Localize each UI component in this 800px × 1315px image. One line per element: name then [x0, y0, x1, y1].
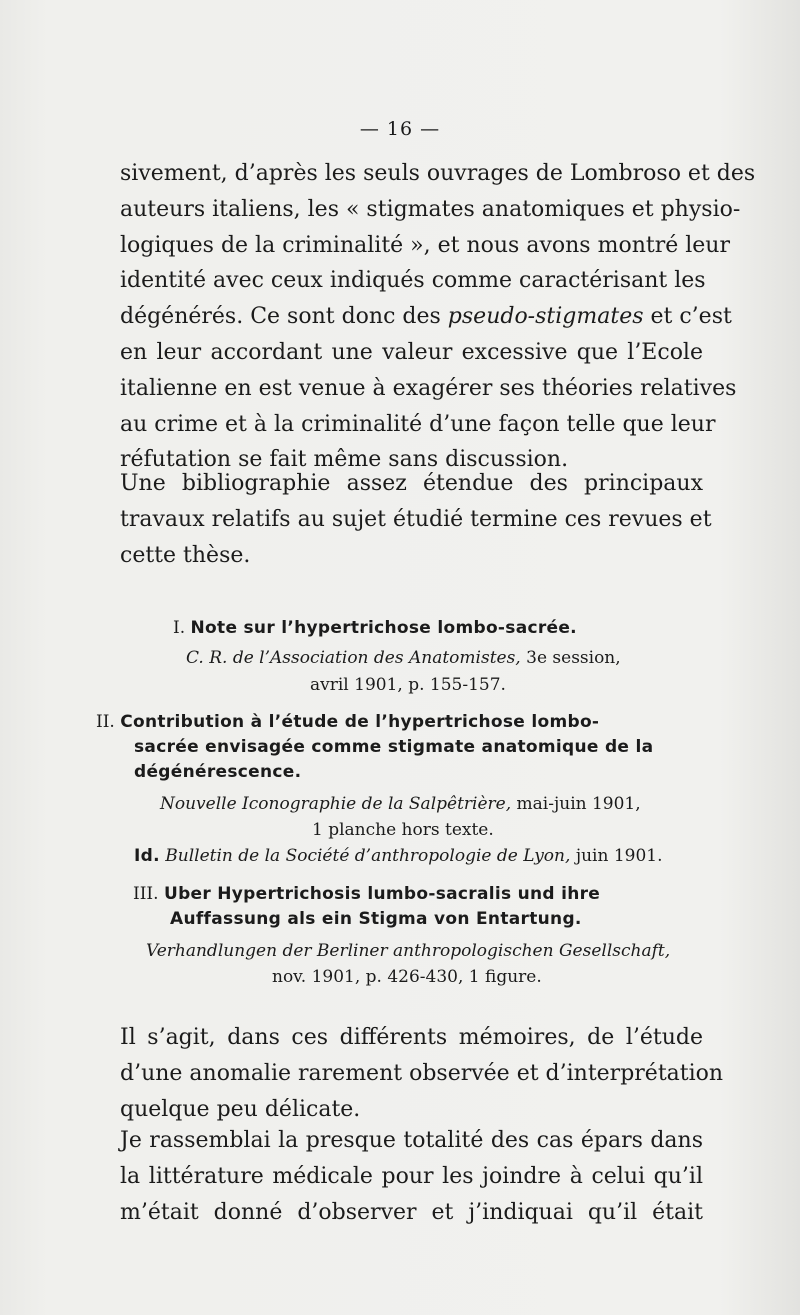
text-line: sivement, d’après les seuls ouvrages de Lombroso et des	[120, 161, 756, 186]
reference-2-title-line3: dégénérescence.	[134, 762, 302, 782]
text-line: Une bibliographie assez étendue des principaux	[120, 471, 703, 496]
reference-number: I.	[173, 618, 186, 638]
reference-number: III.	[133, 884, 159, 904]
text-line: quelque peu délicate.	[120, 1096, 361, 1122]
journal-detail: juin 1901.	[575, 846, 663, 866]
text-line: auteurs italiens, les « stigmates anatomiques et physio-	[120, 196, 741, 222]
reference-2-plate: 1 planche hors texte.	[312, 820, 494, 840]
italic-term: pseudo-stigmates	[447, 304, 644, 330]
reference-1-date: avril 1901, p. 155-157.	[310, 675, 506, 695]
paragraph-2	[120, 466, 712, 573]
text-span: dégénérés. Ce sont donc des	[120, 304, 441, 330]
text-line: travaux relatifs au sujet étudié termine ces revues et	[120, 506, 712, 532]
reference-3-source: Verhandlungen der Berliner anthropologischen Gesellschaft,	[146, 941, 671, 961]
reference-3-title-line2: Auffassung als ein Stigma von Entartung.	[170, 909, 582, 929]
reference-3-title	[133, 884, 600, 904]
text-span: et c’est	[650, 304, 732, 330]
text-line: identité avec ceux indiqués comme caractérisant les	[120, 268, 706, 294]
reference-1-title	[173, 618, 577, 638]
paragraph-4	[120, 1123, 703, 1230]
reference-1-source	[186, 648, 621, 668]
reference-3-pages: nov. 1901, p. 426-430, 1 figure.	[272, 967, 542, 987]
paragraph-3	[120, 1020, 724, 1127]
id-label: Id.	[134, 846, 160, 866]
reference-title: Note sur l’hypertrichose lombo-sacrée.	[190, 618, 577, 638]
text-line	[120, 299, 732, 335]
text-line: Il s’agit, dans ces différents mémoires, de l’étude	[120, 1025, 703, 1050]
reference-2-id	[134, 846, 663, 866]
journal-detail: 3e session,	[526, 648, 621, 668]
text-line: Je rassemblai la presque totalité des cas épars dans	[120, 1128, 703, 1153]
paragraph-1	[120, 156, 756, 478]
text-line: en leur accordant une valeur excessive que l’Ecole	[120, 339, 703, 365]
text-line: logiques de la criminalité », et nous avons montré leur	[120, 232, 730, 258]
reference-title: Contribution à l’étude de l’hypertrichose lombo-	[120, 712, 600, 732]
text-line: cette thèse.	[120, 542, 251, 568]
reference-2-source	[160, 794, 641, 814]
reference-2-title-line2: sacrée envisagée comme stigmate anatomique de la	[134, 737, 654, 757]
reference-2-title	[96, 712, 599, 732]
text-line: italienne en est venue à exagérer ses théories relatives	[120, 375, 737, 401]
reference-title: Uber Hypertrichosis lumbo-sacralis und ihre	[163, 884, 601, 904]
text-line: m’était donné d’observer et j’indiquai qu’il était	[120, 1199, 703, 1225]
text-line: la littérature médicale pour les joindre à celui qu’il	[120, 1163, 703, 1189]
journal-detail: mai-juin 1901,	[516, 794, 641, 814]
journal-name: Nouvelle Iconographie de la Salpêtrière,	[160, 794, 512, 814]
journal-name: Bulletin de la Société d’anthropologie de Lyon,	[165, 846, 571, 866]
reference-number: II.	[96, 712, 115, 732]
text-line: d’une anomalie rarement observée et d’interprétation	[120, 1060, 724, 1086]
journal-name: C. R. de l’Association des Anatomistes,	[186, 648, 521, 668]
text-line: au crime et à la criminalité d’une façon telle que leur	[120, 411, 716, 437]
text-line: réfutation se fait même sans discussion.	[120, 447, 569, 473]
page-number: — 16 —	[359, 118, 441, 140]
